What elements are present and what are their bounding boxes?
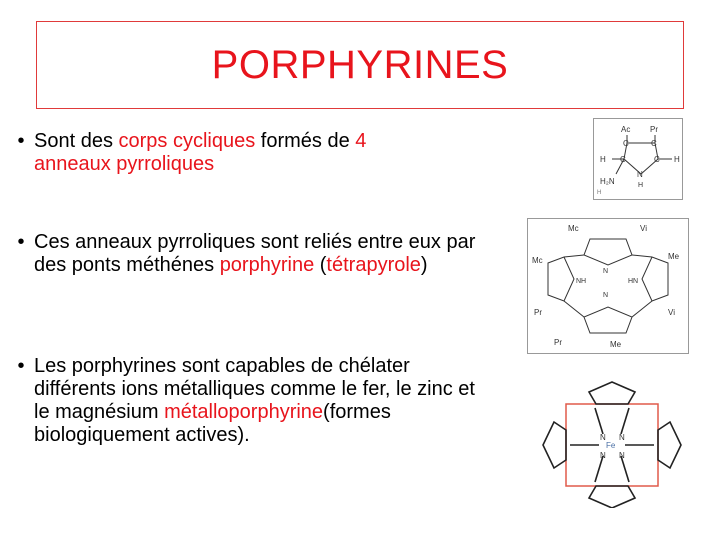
svg-text:H: H [597, 190, 602, 196]
fe-label: Fe [606, 441, 616, 450]
label-pr: Pr [650, 125, 658, 134]
bullet-3-text: Les porphyrines sont capables de chélater différents ions métalliques comme le fer, le zinc et le magnésium métalloporphyrine(formes biologiquement actives). [34, 355, 475, 446]
bullet-dot: • [17, 130, 25, 152]
bullet-dot: • [17, 355, 25, 377]
svg-text:Me: Me [668, 252, 680, 261]
slide-title: PORPHYRINES [211, 42, 509, 87]
svg-text:Me: Me [610, 340, 622, 349]
title-box [36, 21, 684, 109]
bullet-1-text: Sont des corps cycliques formés de 4 anneaux pyrroliques [34, 130, 367, 175]
svg-text:C: C [651, 139, 657, 148]
svg-text:N: N [619, 433, 625, 442]
svg-text:Vi: Vi [668, 308, 675, 317]
svg-text:Pr: Pr [554, 338, 562, 347]
bullet-dot: • [17, 231, 25, 253]
bullet-1 [8, 130, 488, 176]
label-ac: Ac [621, 125, 631, 134]
svg-text:H: H [600, 155, 606, 164]
svg-text:N: N [603, 268, 609, 275]
svg-text:Pr: Pr [534, 308, 542, 317]
svg-text:H₂N: H₂N [600, 177, 615, 186]
svg-text:N: N [619, 451, 625, 460]
bullet-2-text: Ces anneaux pyrroliques sont reliés entre eux par des ponts méthénes porphyrine (tétrapyrole) [34, 231, 476, 276]
svg-text:N: N [637, 170, 643, 179]
label-mc-top: Mc [568, 224, 579, 233]
svg-text:C: C [623, 139, 629, 148]
bullet-2 [8, 231, 488, 277]
svg-text:N: N [600, 433, 606, 442]
label-vi-top: Vi [640, 224, 647, 233]
bullet-3 [8, 355, 488, 447]
pyrrole-structure-image [593, 118, 683, 200]
svg-text:HN: HN [628, 278, 639, 285]
svg-text:Mc: Mc [532, 256, 543, 265]
svg-text:NH: NH [576, 278, 587, 285]
porphyrin-structure-image [527, 218, 689, 354]
heme-structure-image [537, 378, 687, 508]
svg-text:N: N [603, 292, 609, 299]
svg-text:N: N [600, 451, 606, 460]
svg-text:H: H [674, 155, 680, 164]
svg-text:C: C [620, 155, 626, 164]
svg-text:H: H [638, 182, 644, 189]
svg-text:C: C [654, 155, 660, 164]
